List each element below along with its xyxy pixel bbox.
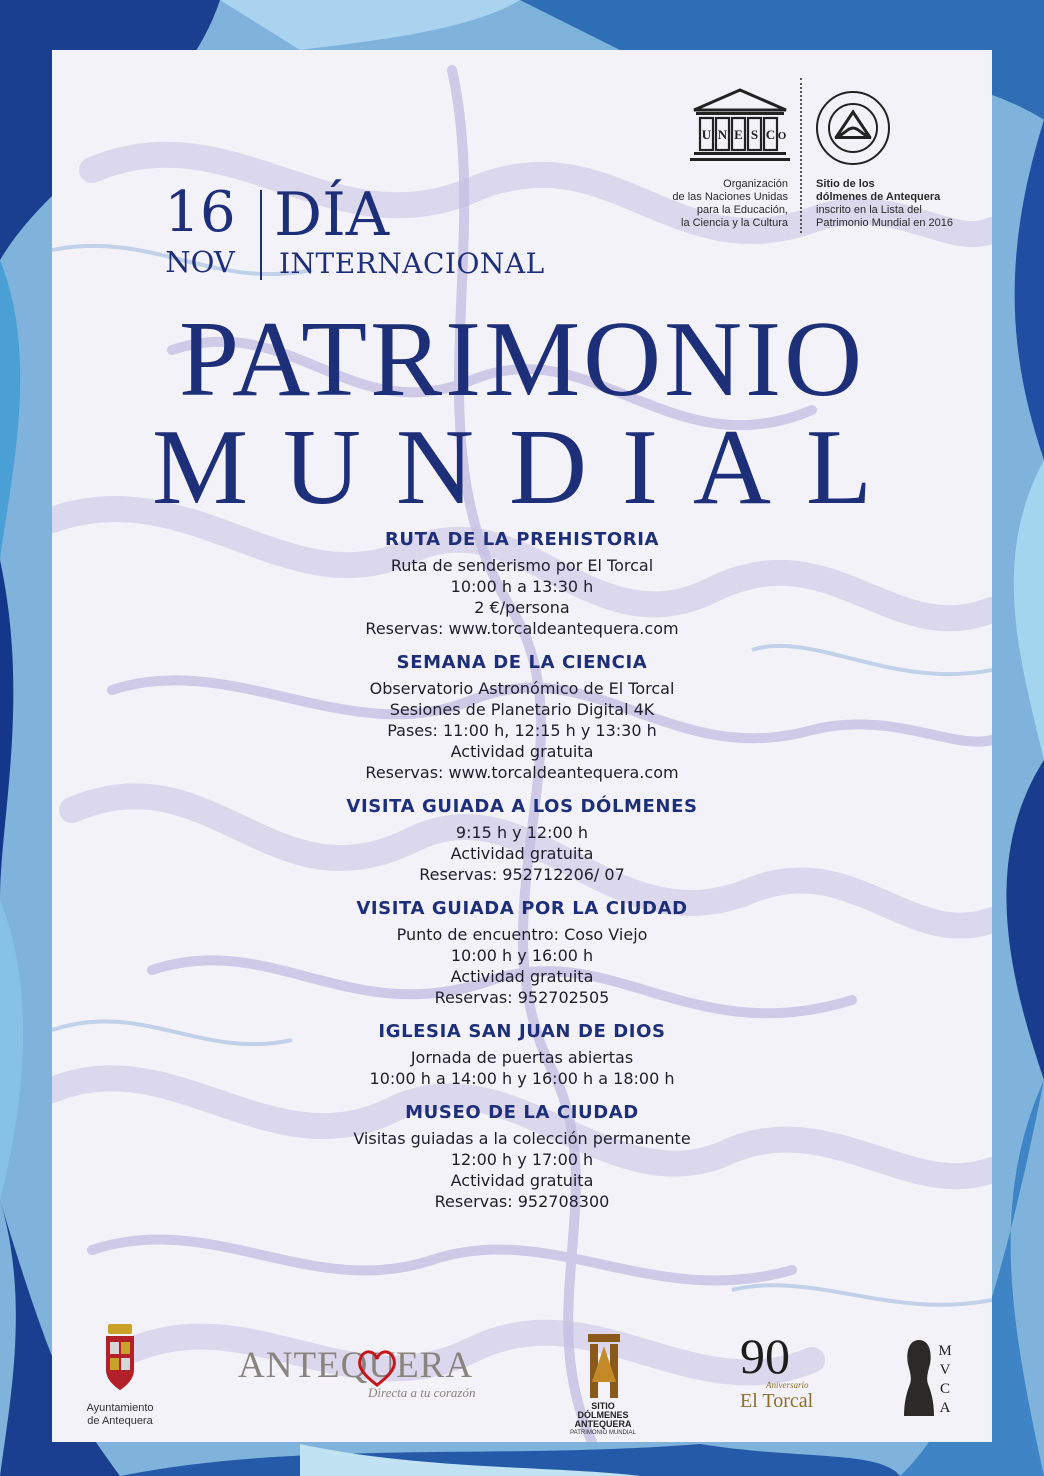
event-museo-ciudad bbox=[52, 1101, 992, 1212]
main-title-letter: I bbox=[622, 408, 658, 527]
main-title-letter: D bbox=[509, 408, 588, 527]
logo-separator bbox=[800, 78, 804, 233]
date-day: 16 bbox=[164, 180, 236, 245]
event-line: Reservas: www.torcaldeantequera.com bbox=[365, 763, 679, 782]
event-visita-ciudad bbox=[52, 897, 992, 1008]
event-line: Reservas: 952708300 bbox=[434, 1192, 610, 1211]
event-line: Sesiones de Planetario Digital 4K bbox=[389, 700, 655, 719]
event-title: VISITA GUIADA POR LA CIUDAD bbox=[356, 898, 688, 919]
svg-text:E: E bbox=[734, 127, 743, 142]
torcal-anniversary-number: 90 bbox=[740, 1328, 790, 1384]
event-line: Actividad gratuita bbox=[450, 742, 594, 761]
dolmenes-caption: SITIO DÓLMENES ANTEQUERA bbox=[574, 1401, 632, 1429]
event-line: Punto de encuentro: Coso Viejo bbox=[396, 925, 648, 944]
event-line: Pases: 11:00 h, 12:15 h y 13:30 h bbox=[387, 721, 657, 740]
main-title-line1: PATRIMONIO bbox=[178, 300, 866, 419]
antequera-tagline: Directa a tu corazón bbox=[368, 1385, 476, 1400]
main-title-letter: L bbox=[806, 408, 872, 527]
event-line: Reservas: 952702505 bbox=[434, 988, 610, 1007]
day-title: DÍA bbox=[274, 180, 390, 250]
event-title: IGLESIA SAN JUAN DE DIOS bbox=[378, 1021, 666, 1042]
svg-text:U: U bbox=[701, 127, 712, 142]
whc-caption: Sitio de los dólmenes de Antequera inscrito en la Lista del Patrimonio Mundial en 2016 bbox=[816, 178, 953, 229]
event-title: MUSEO DE LA CIUDAD bbox=[405, 1102, 639, 1123]
main-title-letter: N bbox=[396, 408, 475, 527]
main-title-letter: M bbox=[152, 408, 249, 527]
events-list bbox=[52, 528, 992, 1224]
event-line: Actividad gratuita bbox=[450, 1171, 594, 1190]
main-title-letter: U bbox=[283, 408, 362, 527]
event-line: Visitas guiadas a la colección permanente bbox=[353, 1129, 691, 1148]
event-line: Reservas: 952712206/ 07 bbox=[419, 865, 625, 884]
event-title: RUTA DE LA PREHISTORIA bbox=[384, 529, 660, 550]
unesco-logo bbox=[690, 88, 790, 168]
svg-text:S: S bbox=[750, 127, 759, 142]
day-subtitle: INTERNACIONAL bbox=[279, 247, 545, 280]
event-line: 9:15 h y 12:00 h bbox=[455, 823, 589, 842]
event-line: Reservas: www.torcaldeantequera.com bbox=[365, 619, 679, 638]
antequera-brand: ANTEQUERA bbox=[238, 1345, 474, 1386]
ayuntamiento-crest bbox=[100, 1320, 140, 1400]
event-line: 12:00 h y 17:00 h bbox=[450, 1150, 594, 1169]
event-line: 10:00 h a 13:30 h bbox=[450, 577, 594, 596]
event-line: Ruta de senderismo por El Torcal bbox=[390, 556, 654, 575]
main-title-letter: A bbox=[693, 408, 771, 527]
event-line: 10:00 h y 16:00 h bbox=[450, 946, 594, 965]
event-iglesia-san-juan bbox=[52, 1020, 992, 1089]
event-line: 2 €/persona bbox=[474, 598, 570, 617]
event-ruta-prehistoria bbox=[52, 528, 992, 639]
ayuntamiento-caption: Ayuntamiento de Antequera bbox=[86, 1402, 154, 1427]
event-line: Actividad gratuita bbox=[450, 967, 594, 986]
museo-logo-letters: M V C A bbox=[938, 1343, 952, 1416]
torcal-name: El Torcal bbox=[740, 1390, 814, 1412]
unesco-caption: Organización de las Naciones Unidas para la Educación, la Ciencia y la Cultura bbox=[672, 178, 788, 229]
dolmen-icon bbox=[586, 1332, 622, 1400]
torcal-anniversary-label: Aniversario bbox=[766, 1380, 809, 1390]
event-title: VISITA GUIADA A LOS DÓLMENES bbox=[346, 796, 698, 817]
date-month: NOV bbox=[165, 245, 235, 279]
event-semana-ciencia bbox=[52, 651, 992, 783]
museo-bust-icon bbox=[904, 1338, 934, 1418]
poster-panel bbox=[52, 50, 992, 1442]
event-visita-dolmenes bbox=[52, 795, 992, 885]
event-line: 10:00 h a 14:00 h y 16:00 h a 18:00 h bbox=[369, 1069, 675, 1088]
main-title-line2 bbox=[152, 408, 872, 527]
event-line: Observatorio Astronómico de El Torcal bbox=[369, 679, 675, 698]
svg-text:N: N bbox=[717, 127, 728, 142]
event-line: Actividad gratuita bbox=[450, 844, 594, 863]
dolmenes-subcaption: PATRIMONIO MUNDIAL bbox=[570, 1430, 636, 1436]
event-line: Jornada de puertas abiertas bbox=[410, 1048, 634, 1067]
date-divider bbox=[260, 190, 262, 280]
svg-text:C: C bbox=[765, 127, 776, 142]
heart-icon bbox=[357, 1347, 397, 1389]
world-heritage-emblem bbox=[813, 88, 893, 168]
svg-text:O: O bbox=[777, 130, 787, 142]
event-title: SEMANA DE LA CIENCIA bbox=[396, 652, 648, 673]
